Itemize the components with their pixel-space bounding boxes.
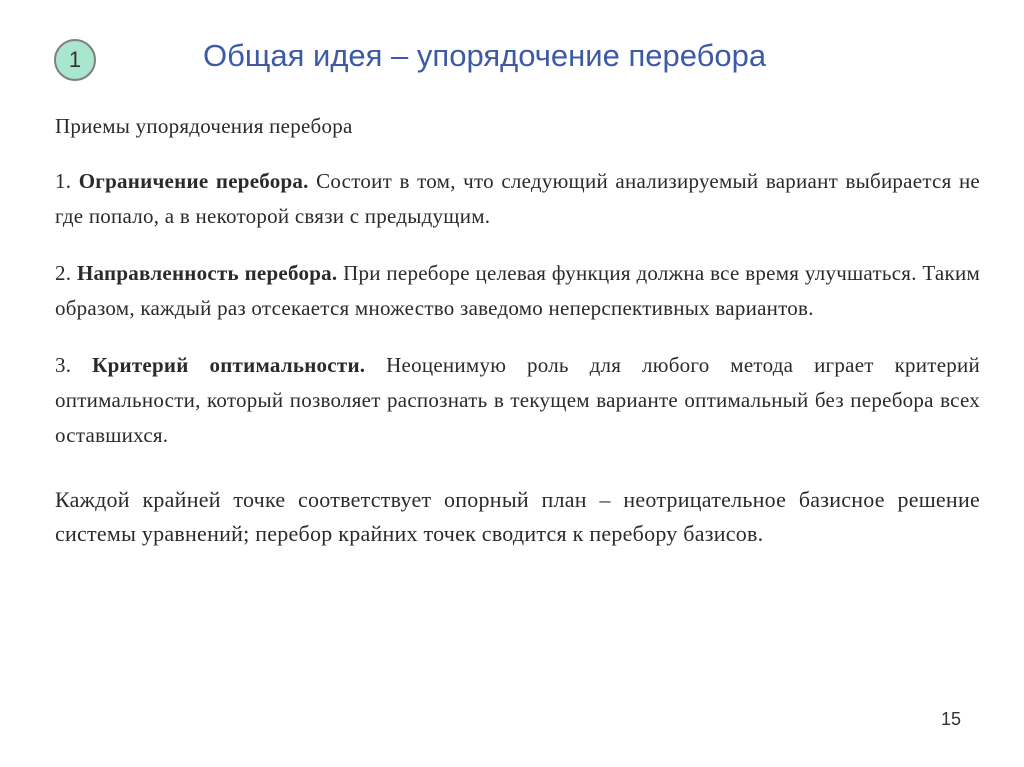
item-number: 1.: [55, 169, 72, 193]
item-text: Состоит в том, что следующий анализируемый вариант выбирается не где попало, а в некоторой связи с предыдущим.: [55, 169, 981, 228]
item-term: Ограничение перебора.: [78, 169, 309, 193]
badge-number: 1: [68, 47, 82, 72]
list-item: [55, 348, 980, 453]
conclusion-paragraph: Каждой крайней точке соответствует опорный план – неотрицательное базисное решение системы уравнений; перебор крайних точек сводится к перебору базисов.: [55, 487, 980, 546]
slide-title: Общая идея – упорядочение перебора: [203, 38, 767, 73]
item-number: 3.: [55, 353, 72, 377]
slide-body: [55, 110, 980, 551]
item-number: 2.: [55, 261, 72, 285]
item-text: При переборе целевая функция должна все время улучшаться. Таким образом, каждый раз отсекается множество заведомо неперспективных вариантов.: [55, 261, 980, 320]
item-term: Критерий оптимальности.: [92, 353, 366, 377]
page-number: 15: [941, 709, 962, 729]
item-text: Неоценимую роль для любого метода играет критерий оптимальности, который позволяет распознать в текущем варианте оптимальный без перебора всех оставшихся.: [55, 353, 980, 447]
item-term: Направленность перебора.: [76, 261, 338, 285]
intro-heading: Приемы упорядочения перебора: [55, 114, 353, 138]
list-item: [55, 164, 980, 234]
slide-number-badge: [54, 39, 96, 81]
list-item: [55, 256, 980, 326]
